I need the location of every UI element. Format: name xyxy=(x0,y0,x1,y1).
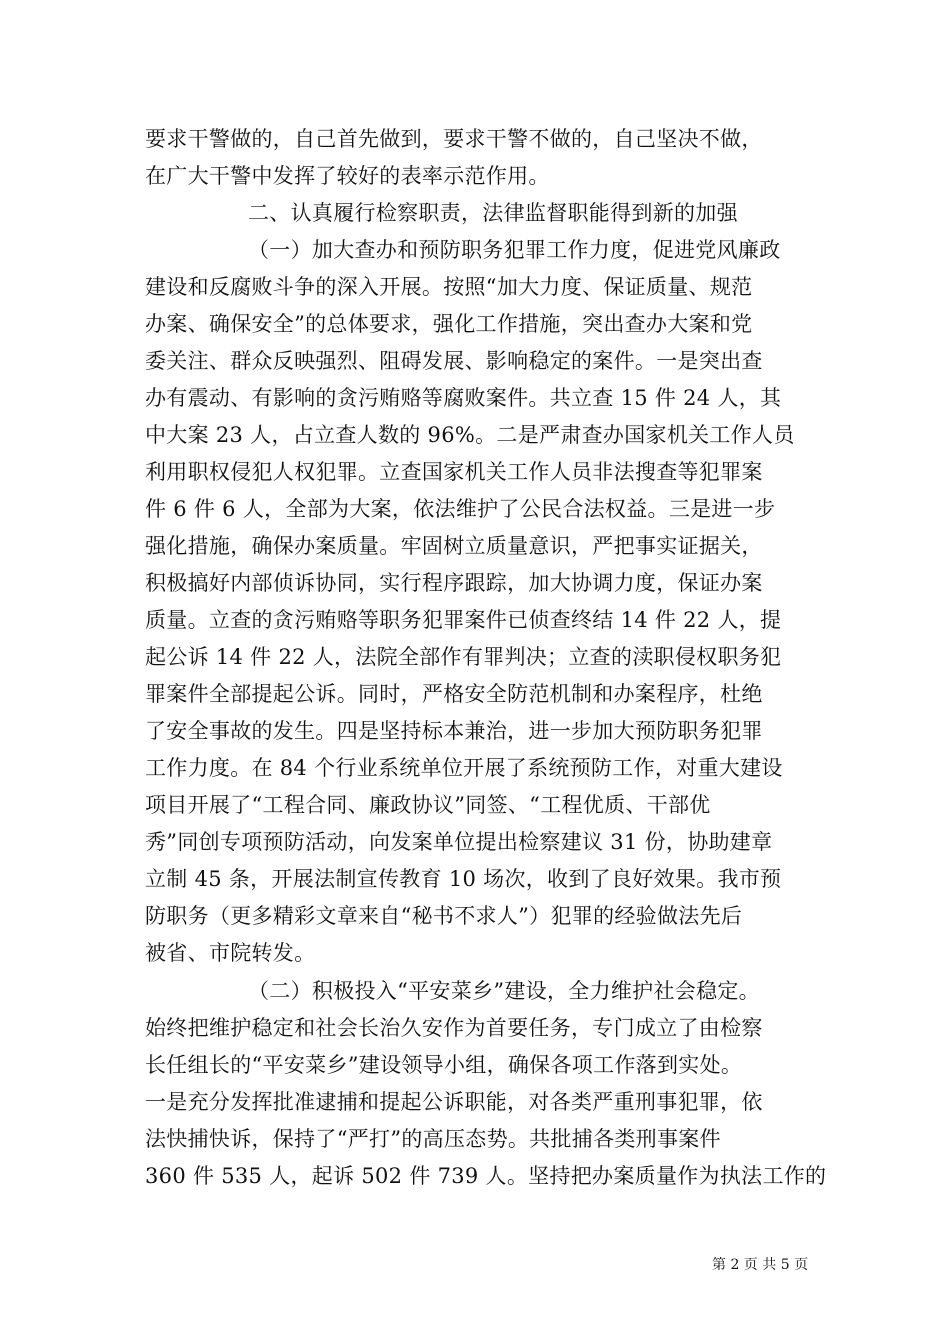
text-line: 工作力度。在 84 个行业系统单位开展了系统预防工作，对重大建设 xyxy=(145,756,783,780)
text-line: 一是充分发挥批准逮捕和提起公诉职能，对各类严重刑事犯罪，依 xyxy=(145,1090,763,1114)
text-line: 了安全事故的发生。四是坚持标本兼治，进一步加大预防职务犯罪 xyxy=(145,719,763,743)
page-footer: 第 2 页 共 5 页 xyxy=(712,1257,809,1273)
text-line: 强化措施，确保办案质量。牢固树立质量意识，严把事实证据关， xyxy=(145,534,763,558)
text-line: 在广大干警中发挥了较好的表率示范作用。 xyxy=(145,164,550,188)
subsection-heading: （二）积极投入“平安菜乡”建设，全力维护社会稳定。 xyxy=(248,979,760,1003)
text-line: 件 6 件 6 人，全部为大案，依法维护了公民合法权益。三是进一步 xyxy=(145,497,776,521)
text-line: 立制 45 条，开展法制宣传教育 10 场次，收到了良好效果。我市预 xyxy=(145,867,782,891)
section-heading: 二、认真履行检察职责，法律监督职能得到新的加强 xyxy=(248,201,738,225)
text-line: 始终把维护稳定和社会长治久安作为首要任务，专门成立了由检察 xyxy=(145,1016,763,1040)
text-line: 秀”同创专项预防活动，向发案单位提出检察建议 31 份，协助建章 xyxy=(145,830,773,854)
text-line: 长任组长的“平安菜乡”建设领导小组，确保各项工作落到实处。 xyxy=(145,1053,743,1077)
text-line: 利用职权侵犯人权犯罪。立查国家机关工作人员非法搜查等犯罪案 xyxy=(145,460,763,484)
text-line: 办有震动、有影响的贪污贿赂等腐败案件。共立查 15 件 24 人，其 xyxy=(145,386,782,410)
text-line: 法快捕快诉，保持了“严打”的高压态势。共批捕各类刑事案件 xyxy=(145,1127,721,1151)
text-line: 被省、市院转发。 xyxy=(145,941,316,965)
text-line: 委关注、群众反映强烈、阻碍发展、影响稳定的案件。一是突出查 xyxy=(145,349,763,373)
text-line: 中大案 23 人，占立查人数的 96%。二是严肃查办国家机关工作人员 xyxy=(145,423,795,447)
text-line: 项目开展了“工程合同、廉政协议”同签、“工程优质、干部优 xyxy=(145,793,711,817)
text-line: 防职务（更多精彩文章来自“秘书不求人”）犯罪的经验做法先后 xyxy=(145,904,743,928)
subsection-heading: （一）加大查办和预防职务犯罪工作力度，促进党风廉政 xyxy=(248,238,781,262)
text-line: 起公诉 14 件 22 人，法院全部作有罪判决；立查的渎职侵权职务犯 xyxy=(145,645,782,669)
text-line: 积极搞好内部侦诉协同，实行程序跟踪，加大协调力度，保证办案 xyxy=(145,571,763,595)
text-line: 罪案件全部提起公诉。同时，严格安全防范机制和办案程序，杜绝 xyxy=(145,682,763,706)
text-line: 办案、确保安全”的总体要求，强化工作措施，突出查办大案和党 xyxy=(145,312,753,336)
text-line: 要求干警做的，自己首先做到，要求干警不做的，自己坚决不做， xyxy=(145,127,763,151)
text-line: 360 件 535 人，起诉 502 件 739 人。坚持把办案质量作为执法工作的 xyxy=(145,1164,827,1188)
text-line: 建设和反腐败斗争的深入开展。按照“加大力度、保证质量、规范 xyxy=(145,275,753,299)
text-line: 质量。立查的贪污贿赂等职务犯罪案件已侦查终结 14 件 22 人，提 xyxy=(145,608,782,632)
